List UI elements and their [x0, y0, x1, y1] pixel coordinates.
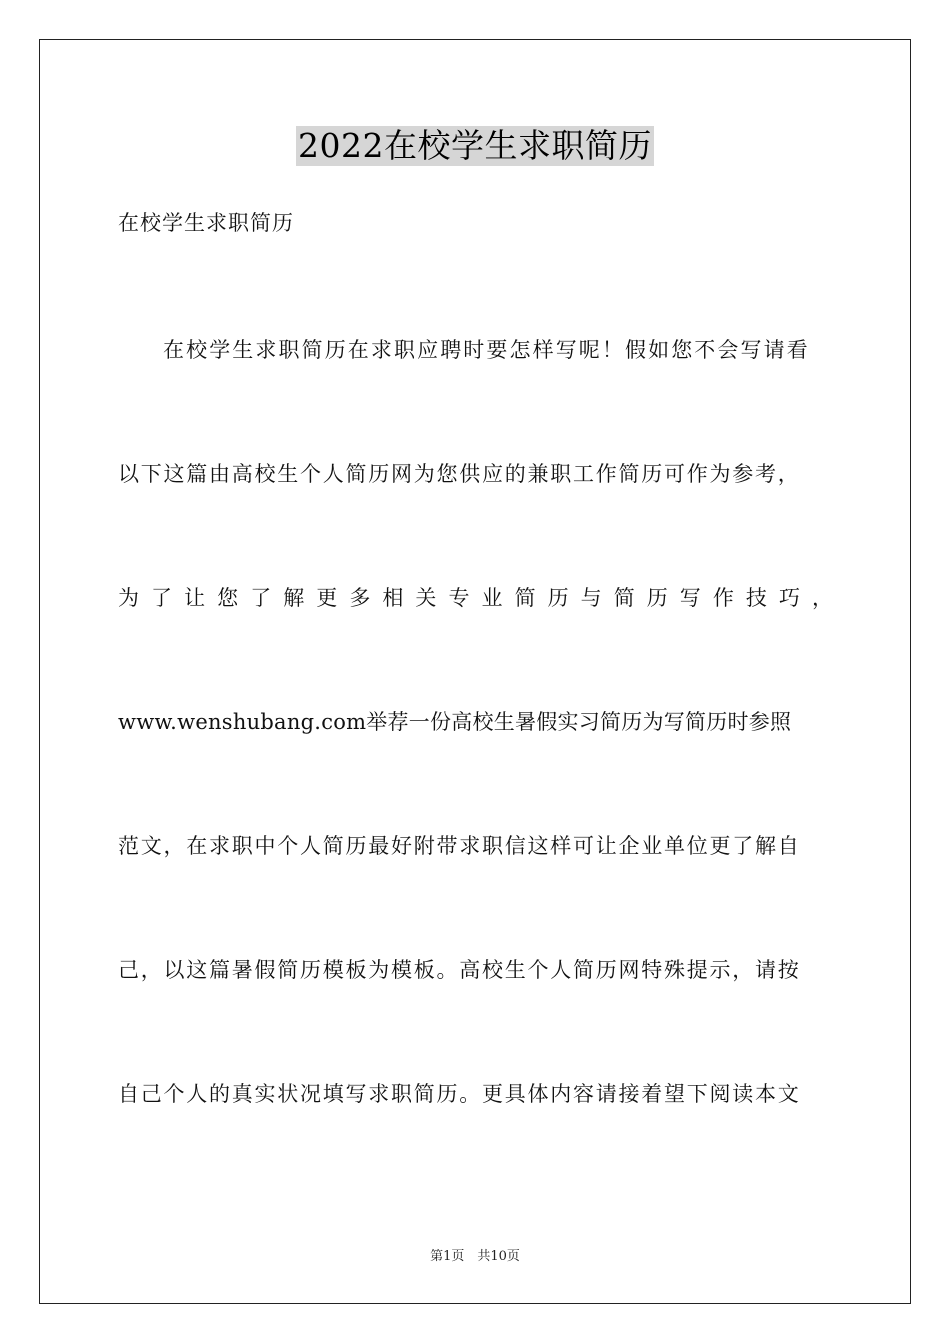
- body-line-5: 范文，在求职中个人简历最好附带求职信这样可让企业单位更了解自: [118, 834, 801, 858]
- document-title: 2022在校学生求职简历: [298, 126, 652, 165]
- body-line-6: 己，以这篇暑假简历模板为模板。高校生个人简历网特殊提示，请按: [118, 958, 801, 982]
- document-subtitle: 在校学生求职简历: [118, 211, 294, 235]
- body-line-3: 为 了 让 您 了 解 更 多 相 关 专 业 简 历 与 简 历 写 作 技 巧 ，: [118, 586, 833, 610]
- title-wrap: [0, 126, 950, 166]
- body-line-2: 以下这篇由高校生个人简历网为您供应的兼职工作简历可作为参考，: [118, 462, 801, 486]
- body-line-1: 在校学生求职简历在求职应聘时要怎样写呢！假如您不会写请看: [163, 338, 810, 362]
- page-footer: 第1页 共10页: [430, 1249, 520, 1264]
- body-line-4: www.wenshubang.com举荐一份高校生暑假实习简历为写简历时参照: [118, 710, 792, 734]
- body-line-7: 自己个人的真实状况填写求职简历。更具体内容请接着望下阅读本文: [118, 1082, 801, 1106]
